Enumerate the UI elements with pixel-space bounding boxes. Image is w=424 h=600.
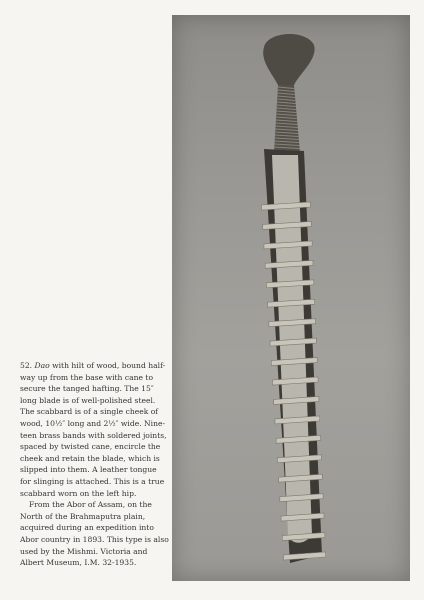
object-term: Dao	[34, 361, 50, 370]
dao-image	[172, 15, 410, 581]
plate-photograph	[172, 15, 410, 581]
hilt-pommel	[263, 34, 314, 85]
figure-number: 52.	[20, 361, 33, 370]
caption-paragraph-2: From the Abor of Assam, on the North of the Brahmaputra plain, acquired during an expedition into Abor country in 1893. This type is also used by the Mishmi. Victoria and Albert Museum, I.M. 32-1935.	[20, 500, 169, 568]
caption-text-1: with hilt of wood, bound half-way up from the base with cane to secure the tanged hafting. The 15″ long blade is of well-polished steel. The scabbard is of a single cheek of wood, 10½″ long and 2½″ wide. Nine-teen brass bands with soldered joints, spaced by twisted cane, encircle the cheek and retain the blade, which is slipped into them. A leather tongue for slinging is attached. This is a true scabbard worn on the left hip.	[20, 361, 167, 498]
caption-paragraph-1	[20, 360, 170, 499]
caption	[20, 360, 170, 569]
